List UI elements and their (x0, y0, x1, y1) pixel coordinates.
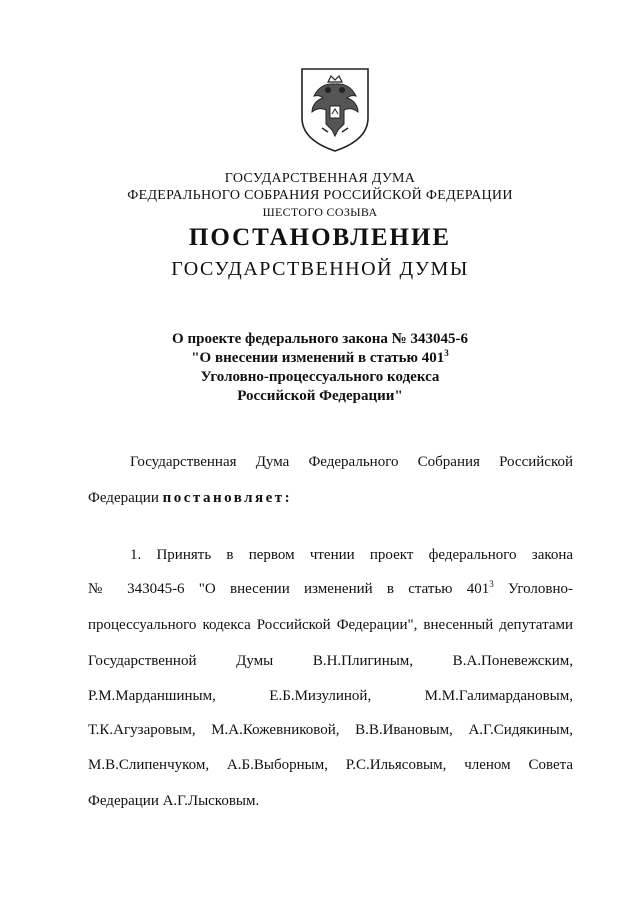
convocation: ШЕСТОГО СОЗЫВА (262, 205, 378, 219)
coat-of-arms-emblem (298, 66, 372, 154)
subject-line-2: "О внесении изменений в статью $401^3$ (191, 348, 449, 366)
preamble-line-2: Федерации постановляет: (88, 490, 293, 506)
item1-line-7: М.В.Слипенчуком, А.Б.Выборным, Р.С.Ильясовым, членом Совета (88, 757, 573, 773)
org-name-line-1: ГОСУДАРСТВЕННАЯ ДУМА (224, 171, 416, 186)
subject-line-4: Российской Федерации" (237, 388, 403, 404)
org-name-line-2: ФЕДЕРАЛЬНОГО СОБРАНИЯ РОССИЙСКОЙ ФЕДЕРАЦИИ (127, 188, 513, 203)
preamble-line-1: Государственная Дума Федерального Собрания Российской (130, 454, 574, 470)
item1-line-6: Т.К.Агузаровым, М.А.Кожевниковой, В.В.Ивановым, А.Г.Сидякиным, (88, 722, 573, 738)
item1-line-5: Р.М.Марданшиным, Е.Б.Мизулиной, М.М.Галимардановым, (88, 688, 573, 704)
item1-line-8: Федерации А.Г.Лысковым. (88, 793, 260, 809)
item1-line-1: 1. Принять в первом чтении проект федерального закона (130, 547, 574, 563)
subject-line-1: О проекте федерального закона № 343045-6 (172, 331, 468, 347)
document-subject (0, 330, 640, 406)
document-subtitle: ГОСУДАРСТВЕННОЙ ДУМЫ (171, 258, 469, 280)
item1-line-4: Государственной Думы В.Н.Плигиным, В.А.Поневежским, (88, 653, 573, 669)
item1-line-3: процессуального кодекса Российской Федерации", внесенный депутатами (88, 617, 573, 633)
item1-line-2: № 343045-6 "О внесении изменений в статью $401^3$ Уголовно- (88, 579, 574, 597)
resolves-word: постановляет: (162, 490, 293, 506)
subject-line-3: Уголовно-процессуального кодекса (200, 369, 440, 385)
document-title: ПОСТАНОВЛЕНИЕ (188, 224, 452, 251)
